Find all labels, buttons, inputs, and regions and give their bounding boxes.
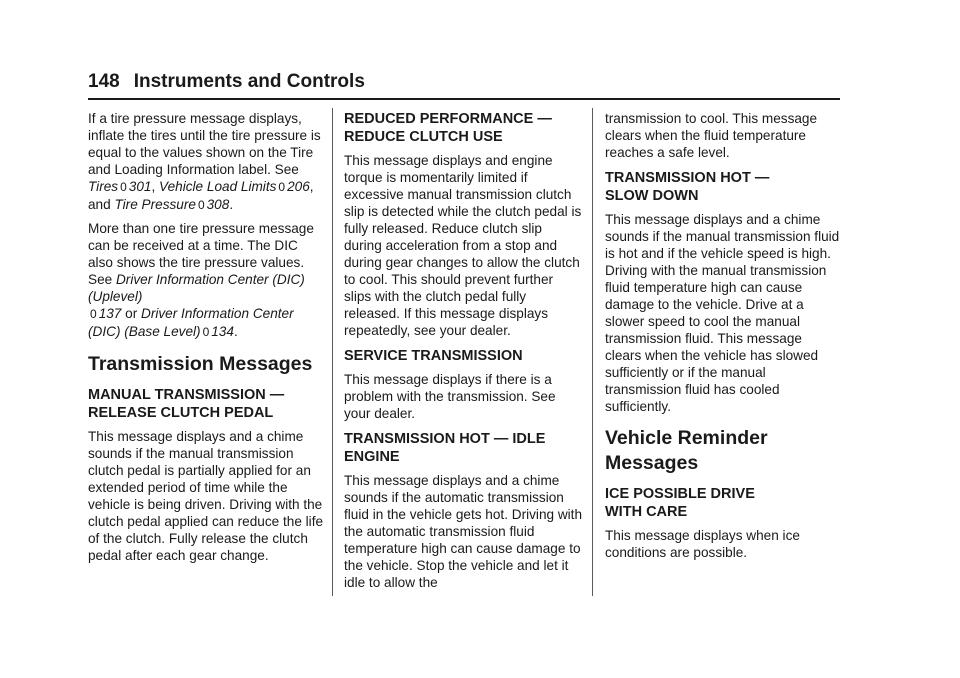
paragraph-transmission-hot-idle: This message displays and a chime sounds if the automatic transmission fluid in the vehicle gets hot. Driving with the automatic transmission fluid temperature high can cause damage to the vehicle. Stop the vehicle and let it idle to allow the — [344, 473, 583, 590]
link-dic-base[interactable]: Driver Information Center (DIC) (Base Level) — [88, 306, 294, 339]
page-ref-icon: 0 — [120, 180, 127, 194]
heading-vehicle-reminder: Vehicle Reminder Messages — [605, 427, 768, 474]
paragraph-transmission-hot-slow: This message displays and a chime sounds if the manual transmission fluid is hot and if the vehicle speed is high. Driving with the manual transmission fluid temperature high can cause damage to the vehicle. Drive at a slower speed to cool the manual transmission fluid. This message clears when the vehicle has slowed sufficiently or if the manual transmission fluid has cooled sufficiently. — [605, 212, 840, 414]
page-number: 148 — [88, 71, 120, 92]
column-3 — [605, 110, 841, 567]
page-ref-icon: 0 — [202, 325, 210, 339]
paragraph-tire-pressure: If a tire pressure message displays, inflate the tires until the tire pressure is equal to the values shown on the Tire and Loading Information label. See Tires 0 301, Vehicle Load Limits 0 206, and Tire Pressure 0 308. — [88, 111, 321, 212]
page-ref: 301 — [128, 179, 152, 194]
paragraph-service-transmission: This message displays if there is a problem with the transmission. See your dealer. — [344, 372, 556, 421]
column-1 — [88, 110, 324, 570]
header-rule — [88, 98, 840, 100]
heading-service-transmission: SERVICE TRANSMISSION — [344, 348, 523, 364]
paragraph-ice-possible: This message displays when ice conditions are possible. — [605, 528, 800, 560]
section-title: Instruments and Controls — [133, 71, 365, 92]
page-header — [88, 70, 840, 100]
paragraph-multiple-messages: More than one tire pressure message can be received at a time. The DIC also shows the tire pressure values. See Driver Information Center (DIC) (Uplevel) 0 137 or Driver Information Center (DIC) (Base Level) 0 134. — [88, 221, 314, 339]
paragraph-manual-transmission: This message displays and a chime sounds if the manual transmission clutch pedal is partially applied for an extended period of time while the vehicle is being driven. Driving with the clutch pedal applied can reduce the life of the clutch. Fully release the clutch pedal after each gear change. — [88, 429, 324, 563]
paragraph-transmission-cool: transmission to cool. This message clears when the fluid temperature reaches a safe level. — [605, 111, 818, 160]
heading-transmission-hot-idle: TRANSMISSION HOT — IDLE ENGINE — [344, 431, 546, 465]
heading-reduced-performance: REDUCED PERFORMANCE — REDUCE CLUTCH USE — [344, 111, 552, 145]
page-ref-icon: 0 — [278, 180, 286, 194]
column-2 — [344, 110, 582, 597]
link-tires[interactable]: Tires — [88, 179, 119, 194]
heading-transmission-messages: Transmission Messages — [88, 353, 313, 375]
heading-manual-transmission: MANUAL TRANSMISSION — RELEASE CLUTCH PEDAL — [88, 387, 285, 421]
link-tire-pressure[interactable]: Tire Pressure — [114, 197, 196, 212]
link-dic-uplevel[interactable]: Driver Information Center (DIC) (Uplevel) — [88, 272, 305, 304]
header-text — [88, 70, 840, 94]
page-ref: 206 — [287, 179, 310, 194]
page-ref: 134 — [211, 324, 234, 339]
page-ref: 137 — [98, 306, 122, 321]
column-divider-2 — [592, 108, 593, 596]
link-vehicle-load-limits[interactable]: Vehicle Load Limits — [159, 179, 277, 194]
page-ref-icon: 0 — [197, 198, 205, 212]
column-divider-1 — [332, 108, 333, 596]
heading-ice-possible: ICE POSSIBLE DRIVE WITH CARE — [605, 486, 755, 520]
page-ref-icon: 0 — [90, 307, 97, 321]
heading-transmission-hot-slow: TRANSMISSION HOT — SLOW DOWN — [605, 170, 770, 204]
page-ref: 308 — [206, 197, 230, 212]
paragraph-reduced-performance: This message displays and engine torque is momentarily limited if excessive manual transmission clutch slip is detected while the clutch pedal is fully released. Reduce clutch slip during acceleration from a stop and during gear changes to allow the clutch to cool. This should prevent further slips with the clutch pedal fully released. If this message displays repeatedly, see your dealer. — [344, 153, 582, 338]
